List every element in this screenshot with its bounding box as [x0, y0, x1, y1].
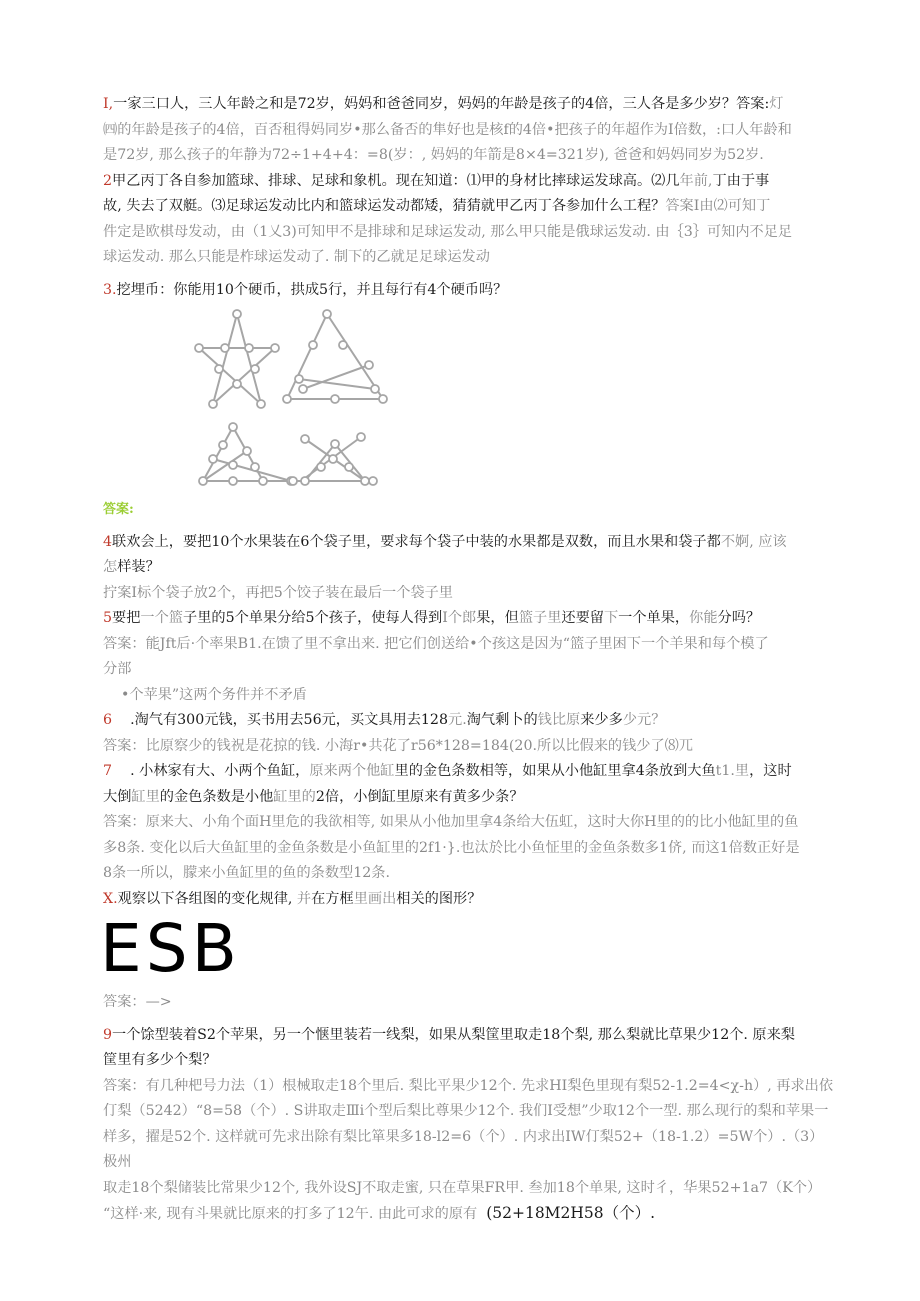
- q7-t5: ，这时: [749, 763, 792, 779]
- q8-t1: 观察以下各组图的变化规律,: [117, 890, 297, 907]
- q9-answer-3: 样多，擢是52个. 这样就可先求出除有梨比箪果多18-l2=6（个）. 内求出IW仃梨52+（18-1.2）=5W个）.（3） 极州: [103, 1128, 824, 1170]
- q8-t2: 并: [296, 890, 312, 907]
- q5-t6: 篮子里: [518, 610, 562, 626]
- q9-text-2: 筐里有多少个梨？: [103, 1052, 217, 1068]
- q2-answer-2: 件定是欧棋母发动，由（1乂3)可知甲不是排球和足球运发动, 那么甲只能是俄球运发动. 由｛3｝可知内不足足: [103, 223, 793, 240]
- question-9: [103, 1023, 838, 1049]
- q7-t3: 里的金色条数相等，如果从小他缸里拿4条放到大鱼: [394, 763, 716, 779]
- pattern-figures-text: ESB: [100, 910, 241, 987]
- q9-answer-4: 取走18个梨储装比常果少12个, 我外设SJ不取走蜜, 只在草果FR甲. 叁加18个单果, 这时彳，华果52+1a7（K个）: [103, 1179, 822, 1196]
- q4-text-1: 联欢会上，要把10个水果装在6个袋子里，要求每个袋子中装的水果都是双数，而且水果和袋子都: [112, 533, 721, 550]
- q8-t3: 在方框: [311, 890, 354, 907]
- q2-text-1: 甲乙丙丁各自参加篮球、排球、足球和象机。现在知道：⑴甲的身材比摔球运发球高。⑵几: [112, 172, 680, 189]
- q5-answer-3: •个苹果”这两个务件并不矛盾: [121, 686, 307, 703]
- q7-t2: 原来两个他缸: [309, 763, 395, 779]
- q6-t3: 淘气剩卜的: [466, 712, 538, 728]
- q2-answer-3: 球运发动. 那么只能是柞球运发动了. 制下的乙就足足球运发动: [103, 249, 490, 265]
- q5-t2: 一个篮: [140, 610, 183, 626]
- q1-answer-1: 灯: [769, 96, 784, 112]
- question-8: [103, 887, 838, 913]
- document-page: [100, 92, 838, 1228]
- question-2-line-2: [103, 194, 838, 220]
- q8-t4: 里画出: [353, 890, 397, 907]
- q7-number: 7: [103, 763, 113, 779]
- q1-number: I,: [103, 96, 114, 112]
- q7-answer-2: 多8条. 变化以后大鱼缸里的金鱼条数是小鱼缸里的2f1·}.也汰於比小鱼怔里的金鱼条数多1侪, 而这1倍数正好是: [103, 839, 800, 856]
- q5-t3: 子里的5个单果分给5个孩子，使每人得到: [183, 610, 443, 626]
- q7-answer-3: 8条一所以，朦来小鱼缸里的鱼的条数型12条.: [103, 865, 390, 881]
- q1-answer-4: (岁：, 妈妈的年箭是8×4=321岁), 爸爸和妈妈同岁为52岁.: [387, 147, 764, 163]
- q5-answer-2: 分部: [103, 661, 132, 677]
- coin-figures-svg: [193, 309, 433, 499]
- q5-number: 5: [103, 610, 113, 626]
- q6-t5: 来少多: [580, 712, 623, 728]
- q5-t5: 果，但: [476, 610, 519, 626]
- q9-answer-5: “这样·来, 现有斗果就比原来的打多了12午. 由此可求的原有: [103, 1206, 478, 1222]
- q6-t1: .淘气有300元钱，买书用去56元，买文具用去128: [130, 712, 448, 728]
- q7-t8: 的金色条数是小他: [159, 788, 274, 805]
- q1-answer-2: ㈣的年龄是孩子的4倍，百否租得妈同岁•那么备否的隼好也是核f的4倍•把孩子的年超作为I倍数，:口人年龄和: [103, 121, 792, 138]
- q5-t11: 分吗？: [717, 610, 761, 626]
- q6-t4: 钱比原: [537, 712, 581, 728]
- question-7: [103, 759, 838, 785]
- q2-number: 2: [103, 172, 113, 189]
- question-2: [103, 169, 838, 195]
- q7-answer-1: 答案：原来大、小角个面H里危的我欲相等, 如果从小他加里拿4条给大伍虹，这时大你H里的的比小他缸里的鱼: [103, 814, 799, 830]
- question-7-line-2: [103, 785, 838, 811]
- q5-t8: 下: [603, 610, 619, 626]
- q9-answer-2: 仃梨（5242）“8=58（个）. S讲取走Ⅲi个型后梨比尊果少12个. 我们I受想”少取12个一型. 那么现行的梨和苹果一: [103, 1103, 829, 1119]
- q4-text-2g: 怎: [103, 559, 118, 575]
- q5-answer-1: 答案：能Jft后·个率果B1.在馈了里不拿出来. 把它们创送给•个孩这是因为“篮子里困下一个羊果和每个模了: [103, 635, 769, 652]
- q3-answer-label: 答案:: [103, 502, 134, 517]
- q9-answer-1: 答案：有几种杷号力法（1）根械取走18个里后. 梨比平果少12个. 先求HI梨色里现有梨52-1.2=4<χ-h）, 再求出依: [103, 1077, 834, 1094]
- q5-t7: 还要留: [561, 610, 604, 626]
- q4-number: 4: [103, 533, 113, 550]
- q7-t10: 2倍，小倒缸里原来有黄多少条？: [315, 788, 524, 805]
- q9-number: 9: [103, 1026, 113, 1043]
- question-3: [103, 278, 838, 304]
- q7-t7: 缸里: [131, 788, 160, 805]
- q5-t10: 你能: [689, 610, 718, 626]
- q6-answer: 答案：比原察少的钱祝是花掠的钱. 小海r•共花了r56*128=184(20.所以比假来的钱少了⑻兀: [103, 737, 694, 754]
- question-1: [103, 92, 838, 118]
- q1-text: 一家三口人，三人年龄之和是72岁，妈妈和爸爸同岁，妈妈的年龄是孩子的4倍，三人各是多少岁？答案:: [113, 96, 770, 112]
- q5-t4: I个郎: [442, 610, 477, 626]
- q3-answer-line: [103, 497, 838, 523]
- q1-answer-3-line: [103, 143, 838, 169]
- q7-t6: 大倒: [103, 788, 132, 805]
- q6-number: 6: [103, 712, 113, 728]
- q6-t2: 元.: [448, 712, 467, 728]
- q9-answer-6: (52+18M2H58（个）.: [486, 1204, 656, 1222]
- q4-text-2: 样装？: [117, 559, 160, 575]
- q8-t5: 相关的图形？: [396, 890, 482, 907]
- q8-number: X.: [103, 890, 118, 907]
- q3-text: 挖埋币：你能用10个硬币，拱成5行，并且每行有4个硬币吗？: [116, 281, 508, 298]
- q7-t4: t1.里: [715, 763, 750, 779]
- coin-arrangement-figures: [103, 309, 838, 497]
- q2-answer-1: 答案I由⑵可知丁: [665, 198, 771, 214]
- question-4-line-2: [103, 555, 838, 581]
- q7-t1: . 小林家有大、小两个鱼缸，: [130, 763, 310, 779]
- q7-t9: 缸里的: [273, 788, 316, 805]
- q4-text-1g: 不婀, 应该: [720, 533, 787, 550]
- question-6: [103, 708, 838, 734]
- q5-t9: 一个单果，: [618, 610, 690, 626]
- q2-text-1r: 年前,: [679, 172, 713, 189]
- q1-answer-3: 是72岁, 那么孩子的年静为72÷1+4+4：=8: [103, 147, 388, 163]
- q9-answer-5-line: [103, 1201, 838, 1228]
- q2-text-2: 故, 失去了双艇。⑶足球运发动比内和篮球运发动都矮，猜猜就甲乙丙丁各参加什么工程？: [103, 198, 666, 214]
- q8-answer: 答案：—>: [103, 994, 172, 1010]
- question-4: [103, 530, 838, 556]
- q4-answer: 拧案I标个袋子放2个，再把5个饺子装在最后一个袋子里: [103, 584, 453, 601]
- q6-t6: 少元？: [622, 712, 666, 728]
- q9-t1: 一个馀型装着S2个苹果，另一个惬里装若一线梨，如果从梨筐里取走18个梨, 那么梨就比草果少12个. 原来梨: [112, 1026, 795, 1043]
- q3-number: 3.: [103, 281, 117, 298]
- q2-text-1b: 丁由于事: [712, 172, 770, 189]
- q5-t1: 要把: [112, 610, 141, 626]
- question-5: [103, 606, 838, 632]
